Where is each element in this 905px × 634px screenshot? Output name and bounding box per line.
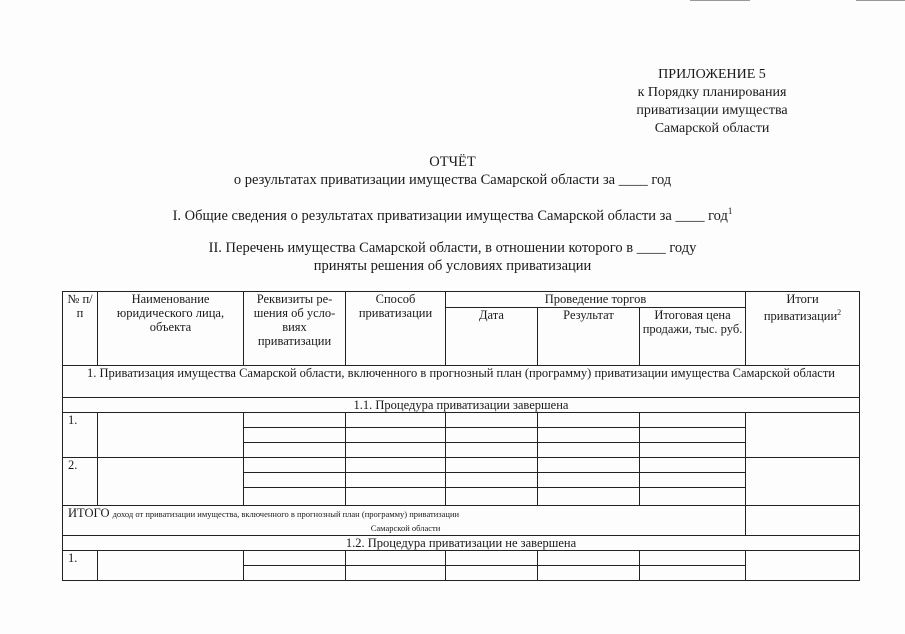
appendix-line: Самарской области <box>654 121 770 136</box>
appendix-line: к Порядку планирования <box>637 85 787 100</box>
row-number: 2. <box>63 458 98 506</box>
total-text: доход от приватизации имущества, включенного в прогнозный план (программу) приватизации <box>112 509 460 519</box>
section-2-heading-line1: II. Перечень имущества Самарской области, в отношении которого в ____ году <box>208 240 697 256</box>
footnote-mark: 1 <box>727 206 733 216</box>
header-name: Наименование юридического лица, объекта <box>98 292 244 366</box>
table-cell-date <box>446 551 538 581</box>
table-cell-name <box>98 458 244 506</box>
table-cell-requisites <box>244 413 346 458</box>
header-requisites: Реквизиты ре- шения об усло- виях приватизации <box>244 292 346 366</box>
table-cell-requisites <box>244 551 346 581</box>
total-row-label <box>63 506 746 536</box>
table-cell-result <box>538 458 640 506</box>
header-result: Результат <box>538 308 640 366</box>
report-title: ОТЧЁТ <box>429 154 476 170</box>
row-number: 1. <box>63 551 98 581</box>
table-cell-totals <box>746 458 860 506</box>
table-cell-result <box>538 551 640 581</box>
table-cell-name <box>98 413 244 458</box>
total-text-2: Самарской области <box>370 523 441 533</box>
table-cell-totals <box>746 413 860 458</box>
header-date: Дата <box>446 308 538 366</box>
footnote-mark: 2 <box>837 308 842 317</box>
scan-edge-mark <box>690 0 750 1</box>
table-cell-date <box>446 413 538 458</box>
subgroup-1-1-heading: 1.1. Процедура приватизации завершена <box>63 398 860 413</box>
scan-edge-mark <box>856 0 905 1</box>
table-cell-method <box>346 458 446 506</box>
report-subtitle: о результатах приватизации имущества Самарской области за ____ год <box>233 172 672 188</box>
group-1-heading: 1. Приватизация имущества Самарской области, включенного в прогнозный план (программу) приватизации имущества Самарской области <box>63 366 860 398</box>
row-number: 1. <box>63 413 98 458</box>
header-price: Итоговая цена продажи, тыс. руб. <box>640 308 746 366</box>
section-2-heading-line2: приняты решения об условиях приватизации <box>313 258 592 274</box>
privatization-table <box>62 291 860 581</box>
table-cell-date <box>446 458 538 506</box>
appendix-header <box>612 66 812 138</box>
table-cell-price <box>640 458 746 506</box>
section-1-text: I. Общие сведения о результатах приватизации имущества Самарской области за ____ год <box>172 207 728 224</box>
header-totals <box>746 292 860 366</box>
header-method: Способ приватизации <box>346 292 446 366</box>
section-1-heading <box>0 206 905 225</box>
total-value-cell <box>746 506 860 536</box>
table-cell-price <box>640 551 746 581</box>
appendix-title: ПРИЛОЖЕНИЕ 5 <box>658 67 766 82</box>
table-cell-totals <box>746 551 860 581</box>
total-label: ИТОГО <box>68 506 110 520</box>
table-cell-price <box>640 413 746 458</box>
table-cell-result <box>538 413 640 458</box>
table-cell-name <box>98 551 244 581</box>
header-auction: Проведение торгов <box>446 292 746 308</box>
appendix-line: приватизации имущества <box>636 103 788 118</box>
header-num: № п/п <box>63 292 98 366</box>
table-cell-method <box>346 413 446 458</box>
subgroup-1-2-heading: 1.2. Процедура приватизации не завершена <box>63 536 860 551</box>
header-totals-text: Итоги приватизации <box>763 292 838 324</box>
table-cell-requisites <box>244 458 346 506</box>
table-cell-method <box>346 551 446 581</box>
